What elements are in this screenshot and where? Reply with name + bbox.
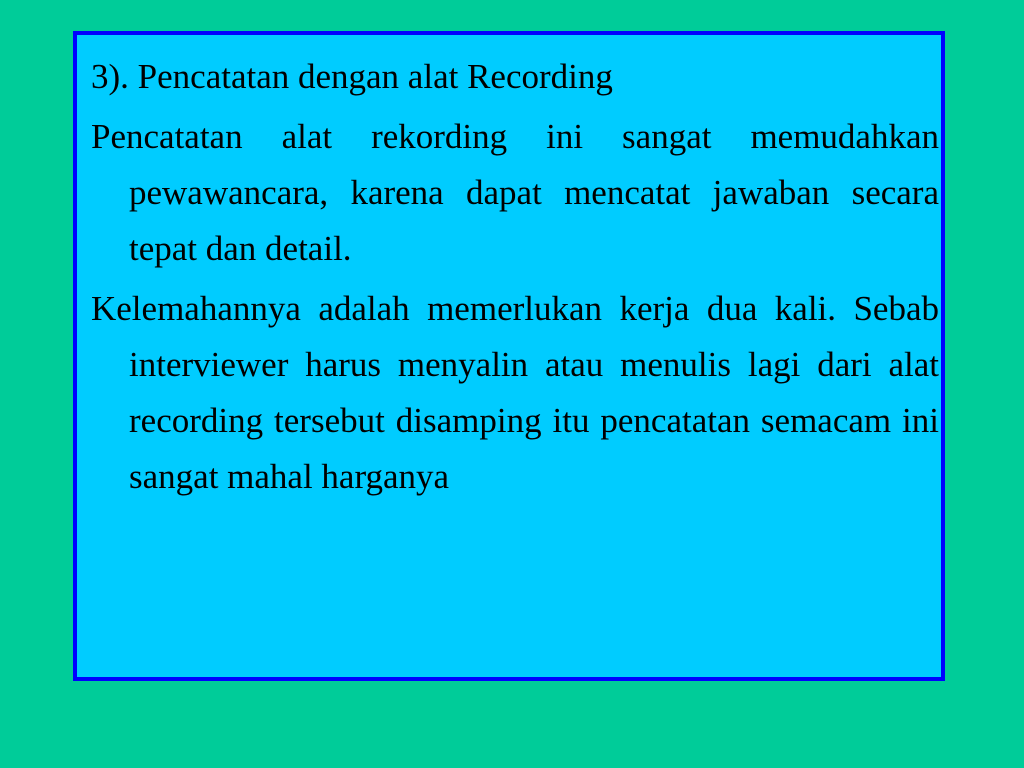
slide-content [91,49,939,505]
paragraph-recording-weakness: Kelemahannya adalah memerlukan kerja dua kali. Sebab interviewer harus menyalin atau menulis lagi dari alat recording tersebut disamping itu pencatatan semacam ini sangat mahal harganya [91,289,939,496]
slide-heading: 3). Pencatatan dengan alat Recording [91,57,613,96]
content-box [73,31,945,681]
paragraph-recording-advantage: Pencatatan alat rekording ini sangat memudahkan pewawancara, karena dapat mencatat jawaban secara tepat dan detail. [91,117,939,268]
